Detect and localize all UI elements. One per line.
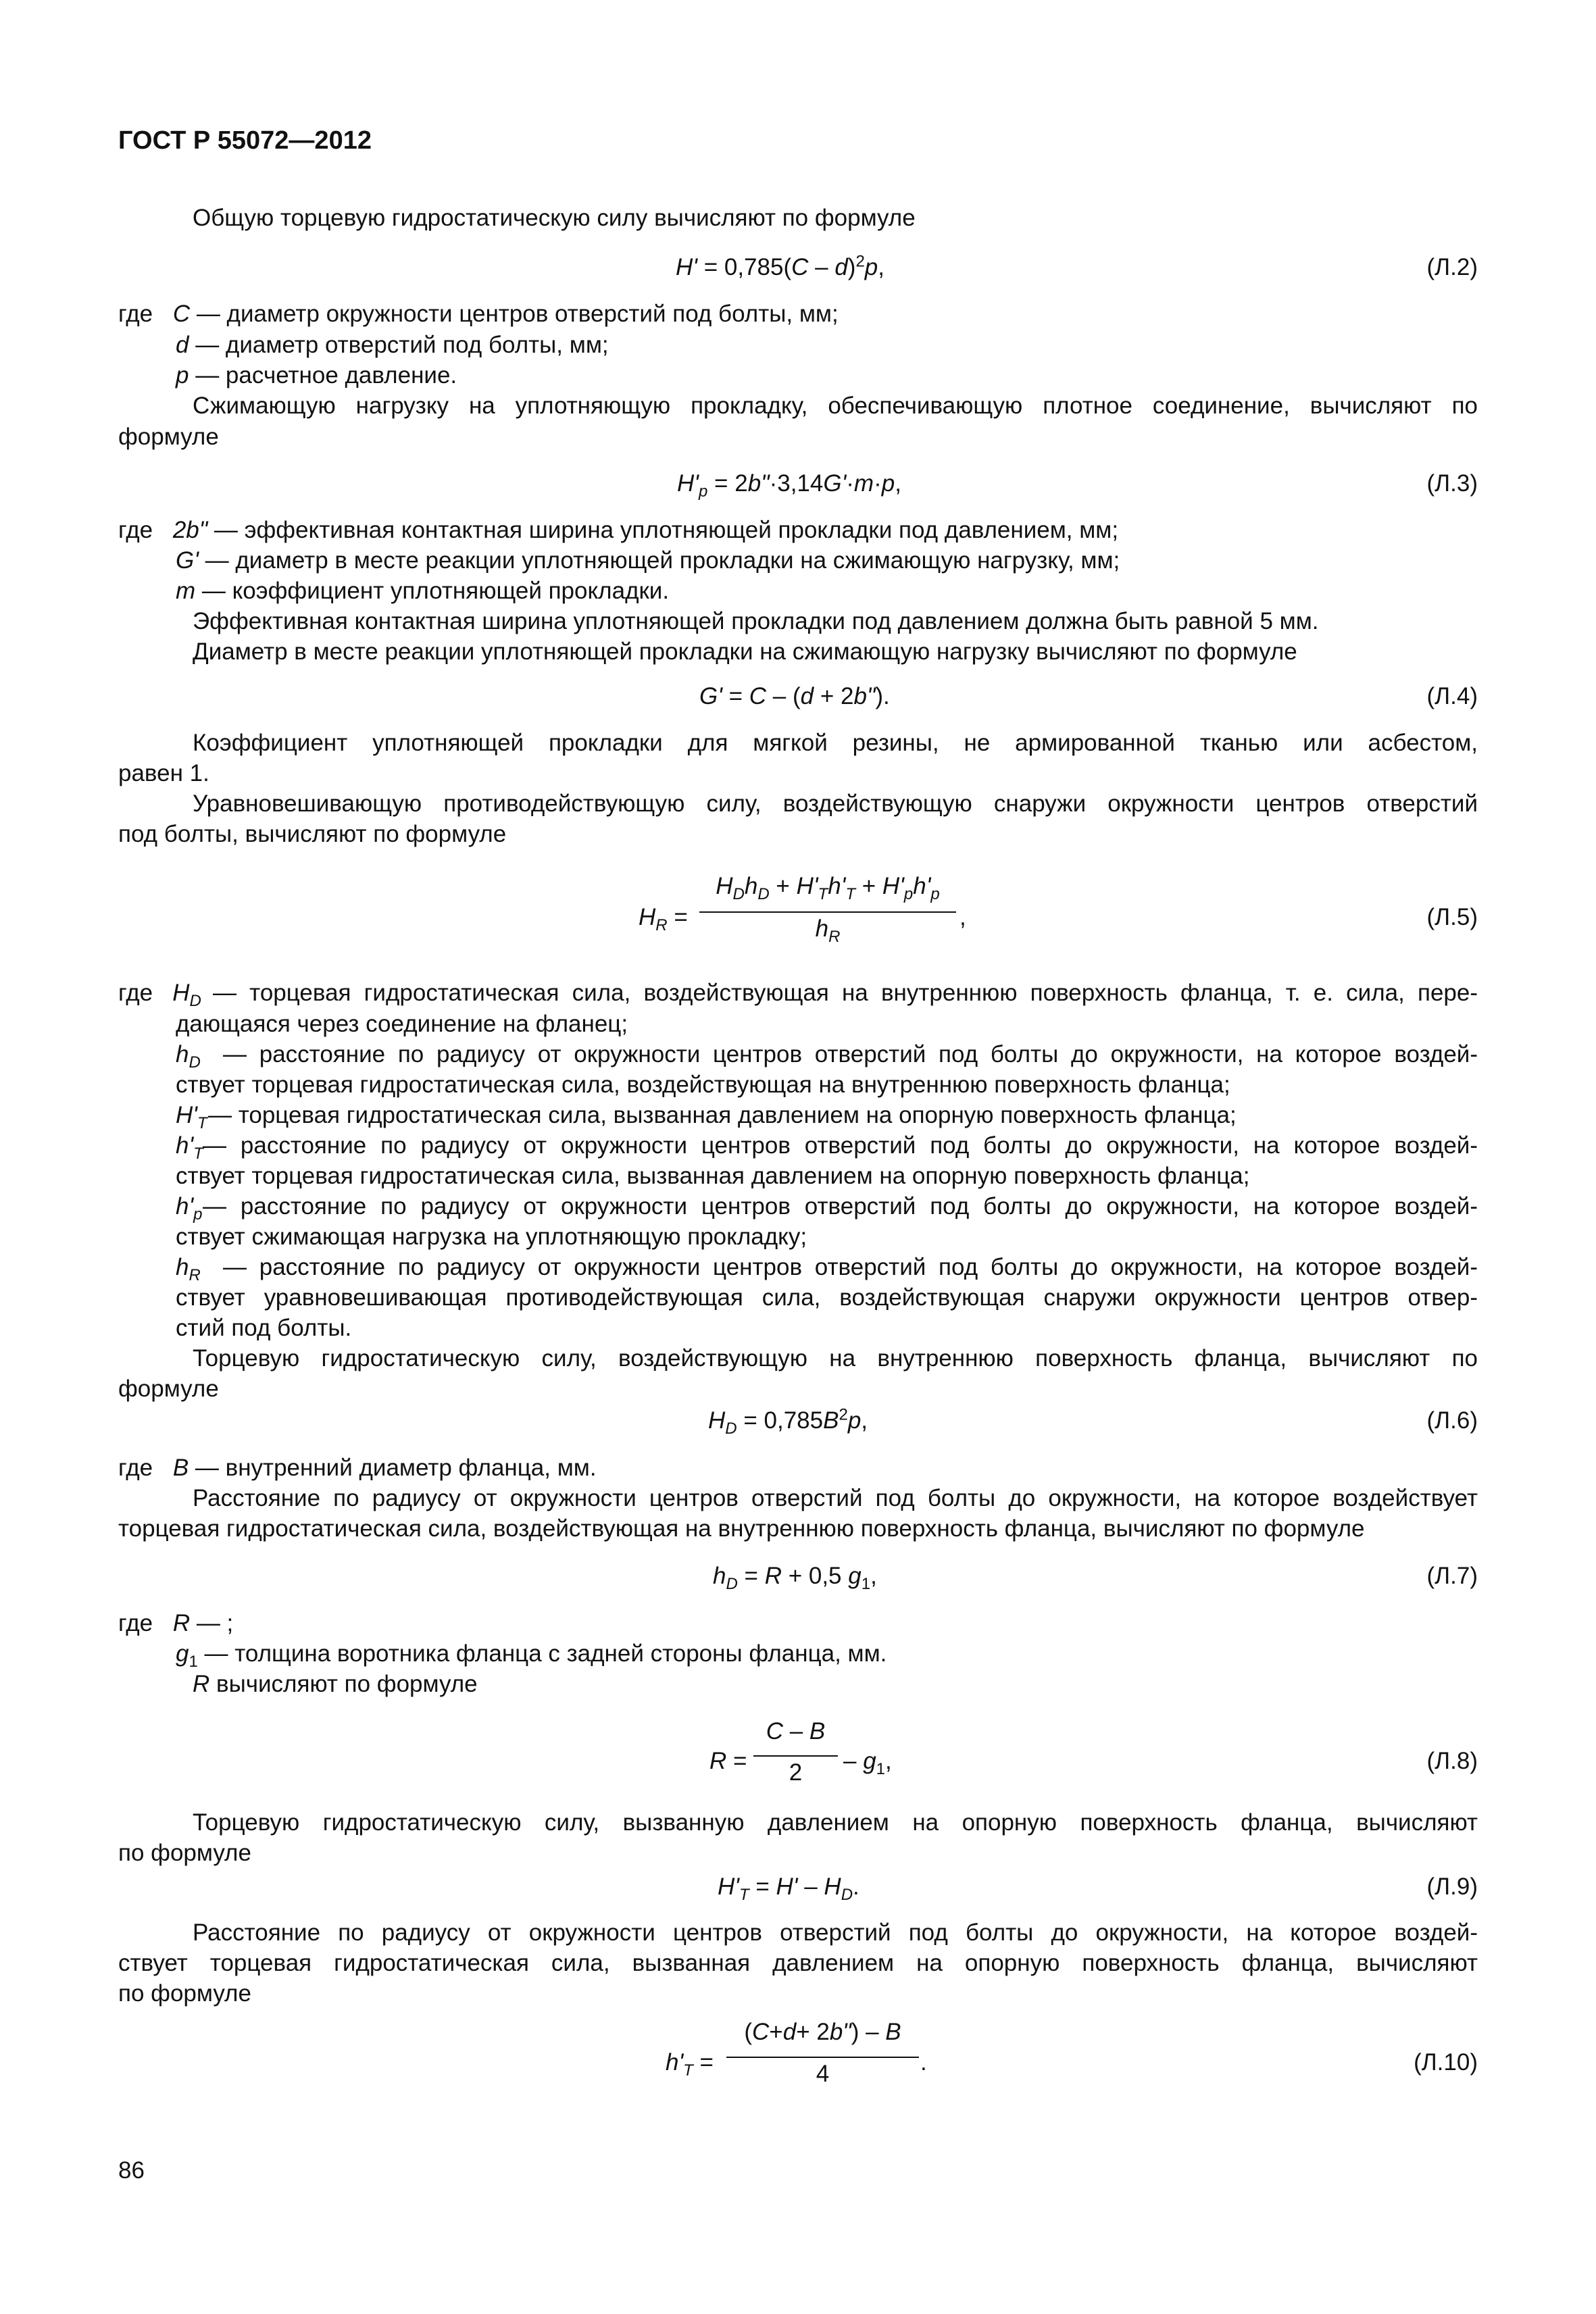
where-line: $g_1$ — толщина воротника фланца с задней стороны фланца, мм. <box>176 1640 887 1671</box>
where-line-text: дающаяся через соединение на фланец; <box>176 1011 628 1037</box>
where-line: где C — диаметр окружности центров отверстий под болты, мм; <box>118 301 839 327</box>
text-line: формуле <box>118 424 219 450</box>
where-line: где R — ; <box>118 1610 234 1636</box>
text-line: Торцевую гидростатическую силу, воздействующую на внутреннюю поверхность фланца, вычисляют по <box>193 1345 1478 1372</box>
where-line-text: ствует сжимающая нагрузка на уплотняющую прокладку; <box>176 1224 807 1250</box>
equation-l8-lhs: R = <box>709 1748 747 1774</box>
fraction-bar <box>726 2057 919 2058</box>
text-line: по формуле <box>118 1840 251 1866</box>
text-line: Коэффициент уплотняющей прокладки для мягкой резины, не армированной тканью или асбестом, <box>193 730 1478 756</box>
period: . <box>920 2049 927 2076</box>
where-line-text: — торцевая гидростатическая сила, воздействующая на внутреннюю поверхность фланца, т. е. сила, пере- <box>213 980 1478 1006</box>
where-line: где B — внутренний диаметр фланца, мм. <box>118 1455 597 1481</box>
where-line-text: — расстояние по радиусу от окружности центров отверстий под болты до окружности, на которое воздей- <box>203 1132 1478 1159</box>
where-line-text: ствует торцевая гидростатическая сила, воздействующая на внутреннюю поверхность фланца; <box>176 1072 1230 1098</box>
equation-l2: H' = 0,785(C – d)$^2$p, <box>676 252 884 280</box>
where-line: m — коэффициент уплотняющей прокладки. <box>176 578 670 604</box>
document-header: ГОСТ Р 55072—2012 <box>118 126 372 155</box>
text-line: по формуле <box>118 1980 251 2007</box>
equation-l10-lhs: $h'_T$ = <box>666 2049 714 2080</box>
equation-number: (Л.10) <box>1414 2049 1478 2076</box>
equation-number: (Л.2) <box>1426 254 1478 280</box>
equation-l4: G' = C – (d + 2b"). <box>699 683 890 709</box>
comma: , <box>959 904 966 930</box>
equation-number: (Л.6) <box>1426 1407 1478 1434</box>
equation-l8-denominator: 2 <box>789 1759 803 1786</box>
text-line: Расстояние по радиусу от окружности центров отверстий под болты до окружности, на которое воздействует <box>193 1485 1478 1511</box>
equation-l10-numerator: (C+d+ 2b") – B <box>744 2019 901 2045</box>
equation-l7: $h_D = R + 0,5$ $g_1$, <box>713 1563 877 1593</box>
text-line: равен 1. <box>118 760 209 786</box>
equation-l5-denominator: $h_R$ <box>815 915 841 946</box>
equation-number: (Л.5) <box>1426 904 1478 930</box>
where-line-text: — расстояние по радиусу от окружности центров отверстий под болты до окружности, на которое воздей- <box>223 1041 1478 1067</box>
text-line: Расстояние по радиусу от окружности центров отверстий под болты до окружности, на которое воздей- <box>193 1919 1478 1946</box>
text-line: Торцевую гидростатическую силу, вызванную давлением на опорную поверхность фланца, вычисляют <box>193 1809 1478 1836</box>
where-line: G' — диаметр в месте реакции уплотняющей прокладки на сжимающую нагрузку, мм; <box>176 547 1120 574</box>
where-line-text: — торцевая гидростатическая сила, вызванная давлением на опорную поверхность фланца; <box>208 1102 1237 1128</box>
text-line: Эффективная контактная ширина уплотняющей прокладки под давлением должна быть равной 5 мм. <box>193 608 1319 634</box>
fraction-bar <box>699 911 956 913</box>
page-number: 86 <box>118 2157 145 2184</box>
where-line: где 2b" — эффективная контактная ширина уплотняющей прокладки под давлением, мм; <box>118 517 1119 543</box>
where-line-text: ствует торцевая гидростатическая сила, вызванная давлением на опорную поверхность фланца; <box>176 1163 1250 1189</box>
where-line: d — диаметр отверстий под болты, мм; <box>176 332 609 358</box>
text-line: Диаметр в месте реакции уплотняющей прокладки на сжимающую нагрузку вычисляют по формуле <box>193 638 1297 665</box>
equation-l3: $H'_p$ = 2b"·3,14G'·m·p, <box>677 470 901 501</box>
where-symbol: $h_D$ <box>176 1041 201 1072</box>
text-line: Общую торцевую гидростатическую силу вычисляют по формуле <box>193 205 916 231</box>
text-line: Сжимающую нагрузку на уплотняющую прокладку, обеспечивающую плотное соединение, вычисляют по <box>193 393 1478 419</box>
equation-l5-lhs: $H_R$ = <box>639 904 688 934</box>
text-line: ствует торцевая гидростатическая сила, вызванная давлением на опорную поверхность фланца, вычисляют <box>118 1950 1478 1976</box>
equation-l8-numerator: C – B <box>766 1718 826 1744</box>
text-line: под болты, вычисляют по формуле <box>118 821 507 847</box>
equation-l10-denominator: 4 <box>816 2061 830 2087</box>
equation-number: (Л.4) <box>1426 683 1478 709</box>
where-line: R вычисляют по формуле <box>193 1671 478 1697</box>
where-line-text: ствует уравновешивающая противодействующая сила, воздействующая снаружи окружности центров отвер- <box>176 1284 1478 1311</box>
equation-l9: $H'_T = H' - H_D$. <box>718 1873 859 1904</box>
where-line-text: стий под болты. <box>176 1315 352 1341</box>
equation-l5-numerator: $H_Dh_D + H'_Th'_T + H'_ph'_p$ <box>716 873 940 903</box>
where-symbol: $H'_T$ <box>176 1102 207 1132</box>
where-symbol: $h'_T$ <box>176 1132 203 1163</box>
text-line: торцевая гидростатическая сила, воздействующая на внутреннюю поверхность фланца, вычисляют по формуле <box>118 1515 1365 1542</box>
equation-l6: $H_D = 0,785B^2p$, <box>708 1405 868 1438</box>
text-line: Уравновешивающую противодействующую силу, воздействующую снаружи окружности центров отверстий <box>193 790 1478 817</box>
where-symbol: $h_R$ <box>176 1254 201 1284</box>
where-line-text: — расстояние по радиусу от окружности центров отверстий под болты до окружности, на которое воздей- <box>203 1193 1478 1219</box>
equation-l8-tail: – $g_1$, <box>843 1748 892 1778</box>
where-line: где $H_D$ <box>118 980 201 1010</box>
where-symbol: $h'_p$ <box>176 1193 203 1224</box>
text-line: формуле <box>118 1376 219 1402</box>
where-line: p — расчетное давление. <box>176 362 457 388</box>
fraction-bar <box>753 1755 838 1757</box>
where-line-text: — расстояние по радиусу от окружности центров отверстий под болты до окружности, на которое воздей- <box>223 1254 1478 1280</box>
equation-number: (Л.9) <box>1426 1873 1478 1900</box>
equation-number: (Л.3) <box>1426 470 1478 497</box>
equation-number: (Л.7) <box>1426 1563 1478 1589</box>
equation-number: (Л.8) <box>1426 1748 1478 1774</box>
